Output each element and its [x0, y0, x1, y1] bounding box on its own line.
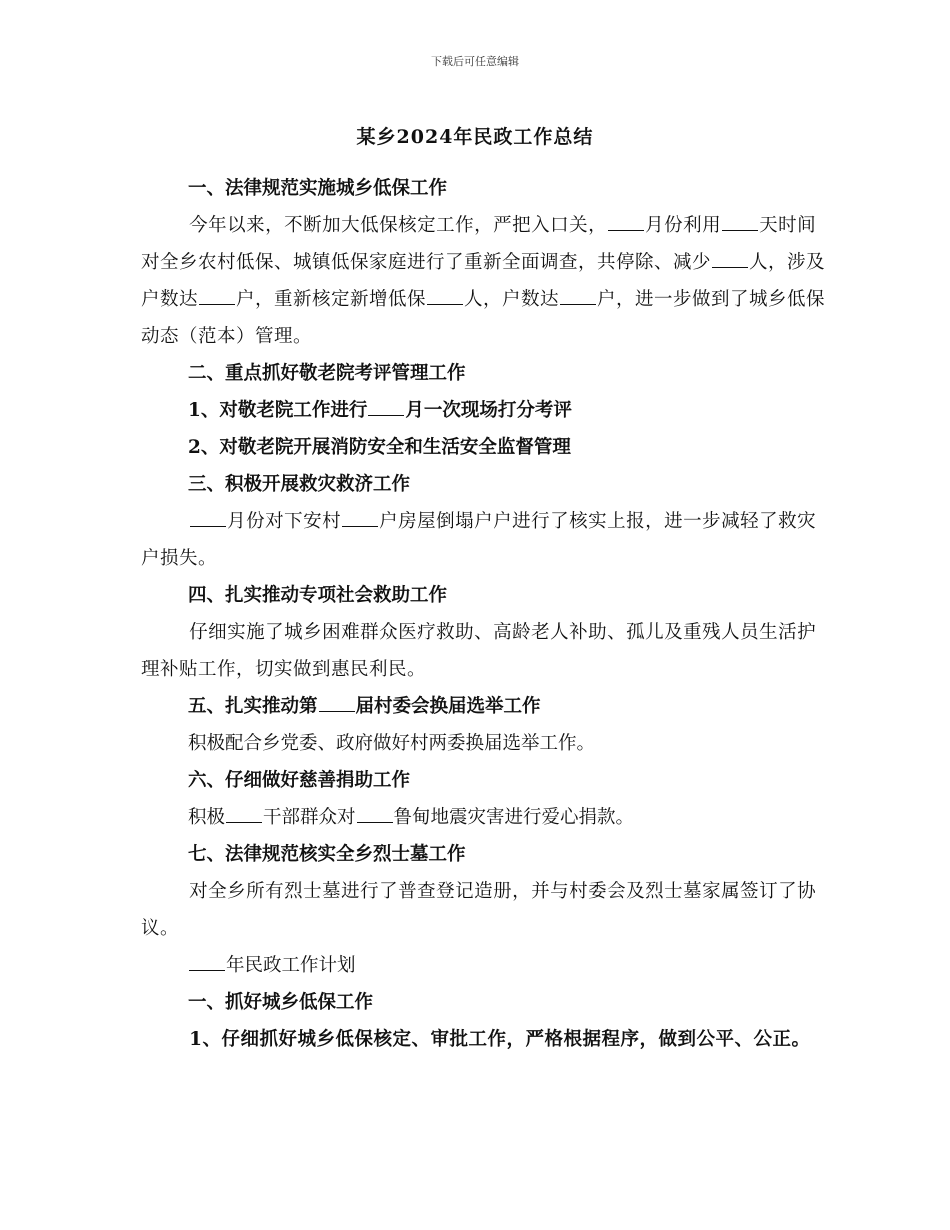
- section-heading-5: [141, 688, 831, 725]
- blank-field: [560, 303, 596, 305]
- text-run: 今年以来，不断加大低保核定工作，严把入口关，: [189, 215, 608, 236]
- page-header-note: 下载后可任意编辑: [431, 55, 519, 68]
- document-body: [141, 170, 831, 1058]
- text-run: 鲁甸地震灾害进行爱心捐款。: [393, 807, 635, 828]
- section-heading-3: 三、积极开展救灾救济工作: [188, 474, 411, 495]
- text-run: 人，户数达: [464, 289, 560, 310]
- blank-field: [712, 266, 748, 268]
- blank-field: [427, 303, 463, 305]
- section-2-item-2: 2、对敬老院开展消防安全和生活安全监督管理: [188, 437, 571, 458]
- blank-field: [226, 821, 262, 823]
- section-3-paragraph: [141, 503, 831, 577]
- plan-heading-1: 一、抓好城乡低保工作: [188, 992, 374, 1013]
- section-5-paragraph: 积极配合乡党委、政府做好村两委换届选举工作。: [188, 733, 596, 754]
- text-run: 户，重新核定新增低保: [236, 289, 427, 310]
- text-run: 1、对敬老院工作进行: [188, 400, 368, 421]
- section-heading-7: 七、法律规范核实全乡烈士墓工作: [188, 844, 466, 865]
- section-6-paragraph: [141, 799, 831, 836]
- section-heading-4: 四、扎实推动专项社会救助工作: [188, 585, 448, 606]
- blank-field: [190, 525, 226, 527]
- blank-field: [368, 414, 404, 416]
- section-4-paragraph: 仔细实施了城乡困难群众医疗救助、高龄老人补助、孤儿及重残人员生活护理补贴工作，切实做到惠民利民。: [141, 622, 817, 680]
- text-run: 户房屋倒塌户户进行了核实上报，进一步减轻了救灾户损失。: [141, 511, 817, 569]
- text-run: 届村委会换届选举工作: [355, 696, 541, 717]
- section-heading-2: 二、重点抓好敬老院考评管理工作: [188, 363, 466, 384]
- text-run: 户，进一步做到了城乡低保动态（范本）管理。: [141, 289, 826, 347]
- blank-field: [199, 303, 235, 305]
- section-7-paragraph: 对全乡所有烈士墓进行了普查登记造册，并与村委会及烈士墓家属签订了协议。: [141, 881, 817, 939]
- text-run: 干部群众对: [263, 807, 356, 828]
- plan-item-1: 1、仔细抓好城乡低保核定、审批工作，严格根据程序，做到公平、公正。: [189, 1029, 811, 1050]
- text-run: 月一次现场打分考评: [405, 400, 572, 421]
- document-title: 某乡2024年民政工作总结: [356, 126, 594, 148]
- section-2-item-1: [141, 392, 831, 429]
- section-1-paragraph: [141, 207, 831, 355]
- text-run: 人，涉及户数达: [141, 252, 826, 310]
- text-run: 年民政工作计划: [226, 955, 356, 976]
- section-heading-6: 六、仔细做好慈善捐助工作: [188, 770, 411, 791]
- section-heading-1: 一、法律规范实施城乡低保工作: [188, 178, 448, 199]
- blank-field: [722, 229, 758, 231]
- text-run: 五、扎实推动第: [188, 696, 318, 717]
- blank-field: [342, 525, 378, 527]
- text-run: 天时间对全乡农村低保、城镇低保家庭进行了重新全面调查，共停除、减少: [141, 215, 817, 273]
- text-run: 积极: [188, 807, 226, 828]
- blank-field: [189, 969, 225, 971]
- blank-field: [608, 229, 644, 231]
- plan-title: [141, 947, 831, 984]
- blank-field: [357, 821, 393, 823]
- text-run: 月份利用: [645, 215, 722, 236]
- blank-field: [319, 710, 355, 712]
- text-run: 月份对下安村: [227, 511, 342, 532]
